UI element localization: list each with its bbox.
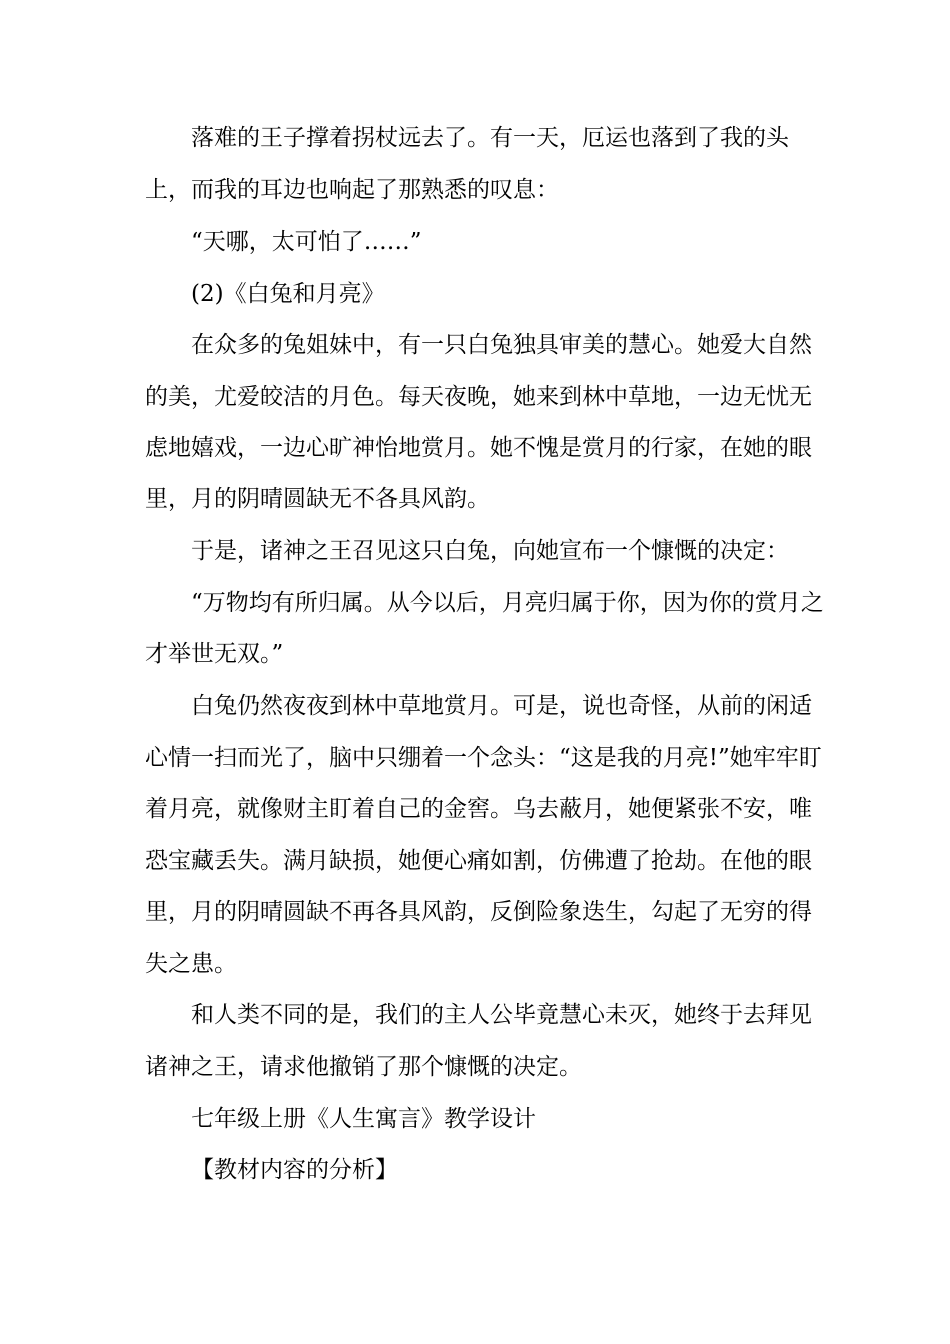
text-line: 才举世无双。” [145,641,284,667]
text-line: 白兔仍然夜夜到林中草地赏月。可是，说也奇怪，从前的闲适 [191,693,812,719]
text-line: “万物均有所归属。从今以后，月亮归属于你，因为你的赏月之 [191,590,824,616]
section-heading: (2)《白兔和月亮》 [191,281,385,307]
section-heading: 七年级上册《人生寓言》教学设计 [191,1106,536,1132]
text-line: “天哪，太可怕了……” [191,229,422,255]
text-line: 着月亮，就像财主盯着自己的金窖。乌去蔽月，她便紧张不安，唯 [145,796,812,822]
text-line: 心情一扫而光了，脑中只绷着一个念头：“这是我的月亮!”她牢牢盯 [145,745,822,771]
text-line: 在众多的兔姐妹中，有一只白兔独具审美的慧心。她爱大自然 [191,332,812,358]
text-line: 上，而我的耳边也响起了那熟悉的叹息： [145,177,559,203]
text-line: 虑地嬉戏，一边心旷神怡地赏月。她不愧是赏月的行家，在她的眼 [145,435,812,461]
text-line: 落难的王子撑着拐杖远去了。有一天，厄运也落到了我的头 [191,125,789,151]
section-heading: 【教材内容的分析】 [191,1157,398,1183]
text-line: 恐宝藏丢失。满月缺损，她便心痛如割，仿佛遭了抢劫。在他的眼 [145,848,812,874]
text-line: 的美，尤爱皎洁的月色。每天夜晚，她来到林中草地，一边无忧无 [145,384,812,410]
text-line: 里，月的阴晴圆缺不再各具风韵，反倒险象迭生，勾起了无穷的得 [145,899,812,925]
text-line: 里，月的阴晴圆缺无不各具风韵。 [145,486,490,512]
text-line: 和人类不同的是，我们的主人公毕竟慧心未灭，她终于去拜见 [191,1002,812,1028]
text-line: 于是，诸神之王召见这只白兔，向她宣布一个慷慨的决定： [191,538,789,564]
text-line: 失之患。 [145,951,237,977]
text-line: 诸神之王，请求他撤销了那个慷慨的决定。 [145,1054,582,1080]
